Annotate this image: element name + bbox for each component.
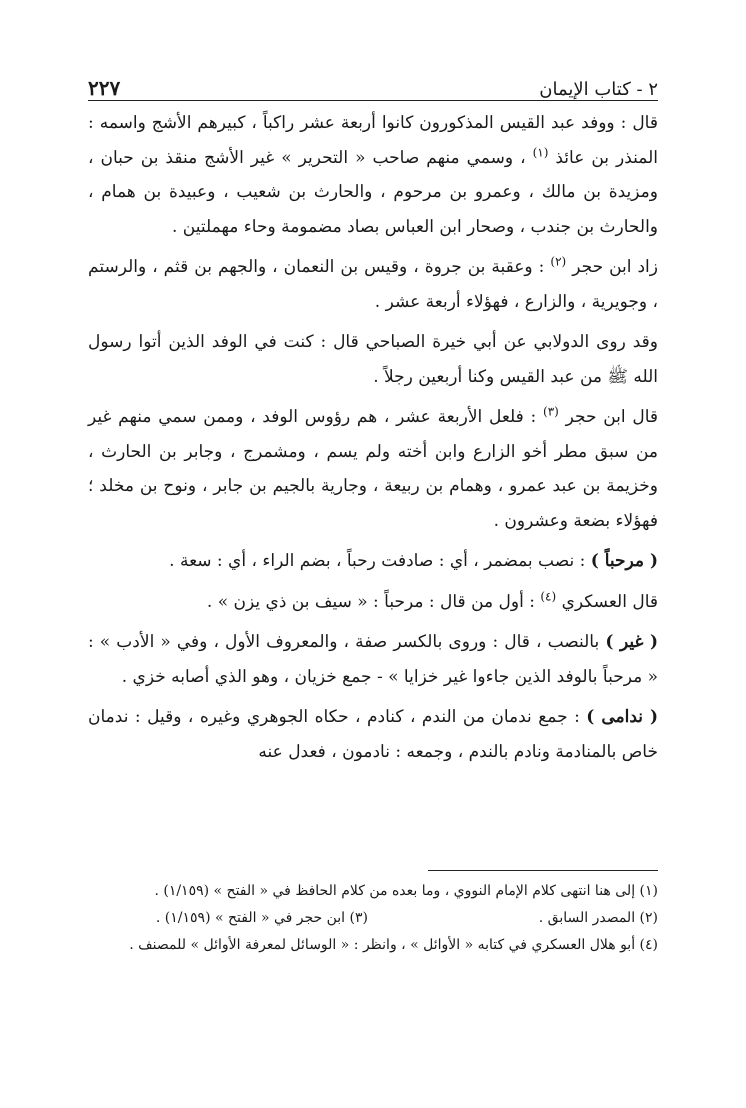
text: وقد روى الدولابي عن أبي خيرة الصباحي قال : كنت في الوفد الذين أتوا رسول الله ﷺ من عبد القيس وكنا أربعين رجلاً . xyxy=(88,332,658,387)
text: : جمع ندمان من الندم ، كنادم ، حكاه الجوهري وغيره ، وقيل : ندمان خاص بالمنادمة ونادم بالندم ، وجمعه : نادمون ، فعدل عنه xyxy=(88,707,658,762)
keyword-ghayr: ( غير ) xyxy=(605,632,658,652)
footnote-row-2-3 xyxy=(88,905,658,932)
footnote-3: (٣) ابن حجر في « الفتح » (١/١٥٩) . xyxy=(155,910,368,926)
text: : أول من قال : مرحباً : « سيف بن ذي يزن » . xyxy=(206,591,541,612)
footnote-ref-2: (٢) xyxy=(550,254,567,269)
footnote-2: (٢) المصدر السابق . xyxy=(538,910,658,926)
text: قال : ووفد عبد القيس المذكورون كانوا أربعة عشر راكباً ، كبيرهم الأشج واسمه : المنذر بن عائذ xyxy=(88,113,659,168)
keyword-marhaban: ( مرحباً ) xyxy=(590,551,658,571)
footnote-ref-1: (١) xyxy=(532,144,549,159)
page-header xyxy=(88,60,658,100)
paragraph-6 xyxy=(88,585,658,620)
page-number: ٢٢٧ xyxy=(88,76,121,100)
paragraph-5 xyxy=(88,544,658,579)
header-rule xyxy=(88,100,658,101)
text: قال العسكري xyxy=(556,591,658,612)
text: : وعقبة بن جروة ، وقيس بن النعمان ، والجهم بن قثم ، والرستم ، وجويرية ، والزارع ، فهؤلاء أربعة عشر . xyxy=(88,257,658,312)
footnote-1: (١) إلى هنا انتهى كلام الإمام النووي ، وما بعده من كلام الحافظ في « الفتح » (١/١٥٩) . xyxy=(154,883,658,899)
footnote-4: (٤) أبو هلال العسكري في كتابه « الأوائل » ، وانظر : « الوسائل لمعرفة الأوائل » للمصنف . xyxy=(129,937,658,953)
running-head: ٢ - كتاب الإيمان xyxy=(539,79,658,100)
text: : نصب بمضمر ، أي : صادفت رحباً ، بضم الراء ، أي : سعة . xyxy=(169,551,591,571)
main-text xyxy=(88,106,658,775)
paragraph-7 xyxy=(88,625,658,694)
text: : فلعل الأربعة عشر ، هم رؤوس الوفد ، وممن سمي منهم غير من سبق مطر أخو الزارع وابن أخته ولم يسم ، ومشمرج ، وجابر بن الحارث ، وخزيمة بن عبد عمرو ، وهمام بن ربيعة ، وجارية بالجيم بن جابر ، ونوح بن مخلد ؛ فهؤلاء بضعة وعشرون . xyxy=(88,407,658,531)
paragraph-3 xyxy=(88,325,658,394)
footnotes xyxy=(88,878,658,959)
text: قال ابن حجر xyxy=(558,407,658,427)
paragraph-4 xyxy=(88,400,658,538)
paragraph-8 xyxy=(88,700,658,769)
footnote-rule xyxy=(428,870,658,871)
text: بالنصب ، قال : وروى بالكسر صفة ، والمعروف الأول ، وفي « الأدب » : « مرحباً بالوفد الذين جاءوا غير خزايا » - جمع خزيان ، وهو الذي أصابه خزي . xyxy=(88,632,658,687)
footnote-ref-3: (٣) xyxy=(543,404,559,419)
footnote-ref-4: (٤) xyxy=(540,588,557,603)
paragraph-1 xyxy=(88,106,658,244)
keyword-nadama: ( ندامى ) xyxy=(586,707,658,727)
text: ، وسمي منهم صاحب « التحرير » غير الأشج منقذ بن حبان ، ومزيدة بن مالك ، وعمرو بن مرحوم ، والحارث بن شعيب ، وعبيدة بن همام ، والحارث بن جندب ، وصحار ابن العباس بصاد مضمومة وحاء مهملتين . xyxy=(88,147,658,237)
text: زاد ابن حجر xyxy=(566,257,658,277)
paragraph-2 xyxy=(88,250,658,319)
